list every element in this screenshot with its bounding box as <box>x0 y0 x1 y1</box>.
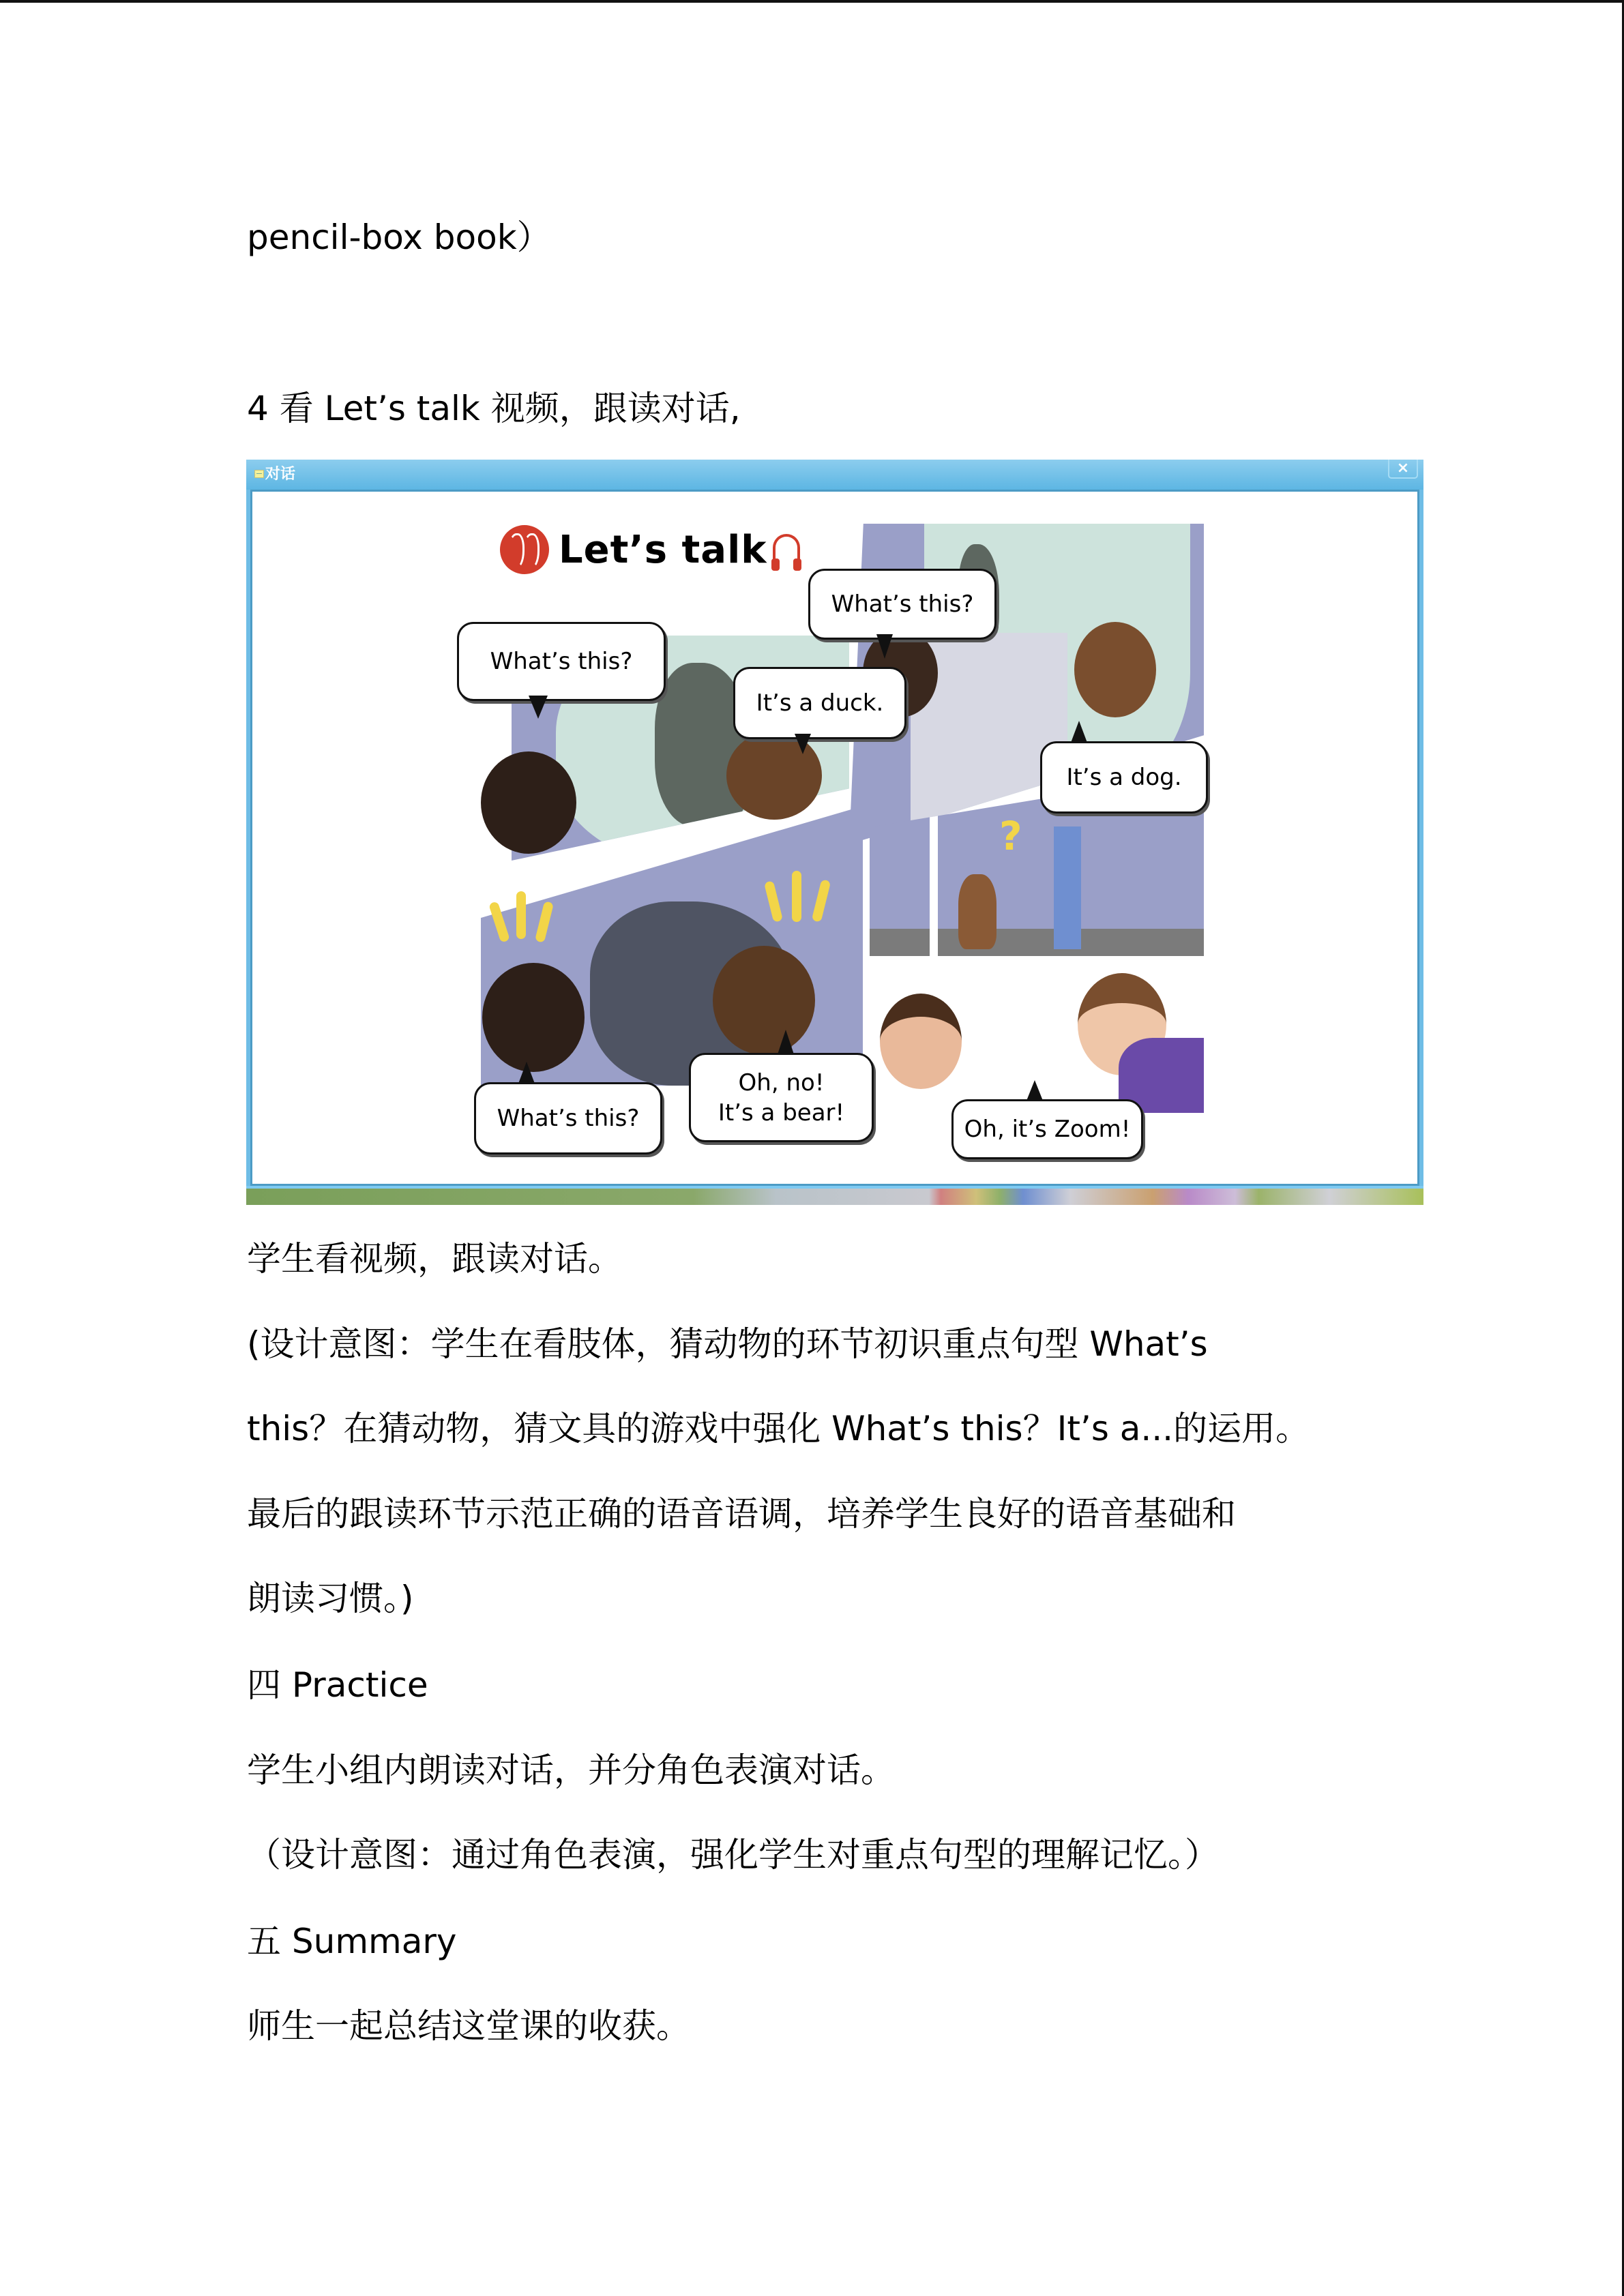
speech-bubble <box>1040 741 1208 814</box>
section-heading-practice: 四 Practice <box>247 1665 428 1705</box>
page-top-border <box>0 0 1624 3</box>
exclaim-icon <box>792 871 801 922</box>
bubble-text: It’s a dog. <box>1066 764 1182 791</box>
paragraph: 最后的跟读环节示范正确的语音语调，培养学生良好的语音基础和 <box>247 1494 1236 1534</box>
bubble-tail <box>1027 1080 1043 1101</box>
bear-figure <box>958 874 996 949</box>
text-line-continuation: pencil-box book） <box>247 218 551 257</box>
boy-head-glasses <box>880 994 962 1089</box>
close-icon: × <box>1396 460 1410 477</box>
boy-head-5 <box>482 963 585 1072</box>
exclaim-icon <box>516 891 526 939</box>
lets-talk-header <box>500 522 800 577</box>
bubble-tail <box>795 734 811 754</box>
headphones-icon <box>773 534 800 565</box>
bubble-text: What’s this? <box>831 591 974 618</box>
bubble-text: What’s this? <box>490 648 633 675</box>
speech-bubble <box>733 667 906 739</box>
window-title-bar[interactable] <box>246 460 1423 490</box>
lets-talk-comic <box>454 520 1204 1164</box>
door <box>1054 826 1081 949</box>
paragraph: 朗读习惯。) <box>247 1579 414 1618</box>
speech-bubble <box>689 1053 874 1142</box>
boy-head-4 <box>1074 622 1156 717</box>
bubble-tail <box>1071 721 1087 743</box>
window-app-icon <box>254 470 264 478</box>
speech-bubble <box>474 1082 662 1154</box>
bubble-tail <box>529 696 548 719</box>
speech-bubble <box>457 622 666 701</box>
lets-talk-title: Let’s talk <box>559 527 767 572</box>
paragraph: 学生小组内朗读对话，并分角色表演对话。 <box>247 1750 895 1790</box>
bubble-text: Oh, no! <box>738 1069 825 1097</box>
bubble-tail <box>778 1030 794 1054</box>
close-button[interactable] <box>1388 460 1418 479</box>
paragraph: （设计意图：通过角色表演，强化学生对重点句型的理解记忆。） <box>247 1835 1219 1875</box>
paragraph: (设计意图：学生在看肢体，猜动物的环节初识重点句型 What’s <box>247 1324 1208 1364</box>
question-mark-icon: ? <box>999 813 1022 859</box>
paragraph: 师生一起总结这堂课的收获。 <box>247 2006 690 2046</box>
speech-bubble <box>808 569 996 640</box>
step-heading: 4 看 Let’s talk 视频，跟读对话, <box>247 389 741 428</box>
speech-bubble <box>951 1099 1143 1159</box>
window-title: 对话 <box>265 466 296 483</box>
bubble-tail <box>518 1062 535 1084</box>
window-footer-strip <box>246 1186 1423 1205</box>
bubble-text: It’s a duck. <box>756 689 884 717</box>
floor <box>870 929 1204 956</box>
bubble-text: It’s a bear! <box>718 1099 845 1127</box>
bubble-tail <box>876 634 893 659</box>
paragraph: 学生看视频，跟读对话。 <box>247 1239 622 1279</box>
paragraph: this？在猜动物，猜文具的游戏中强化 What’s this？It’s a...的运用。 <box>247 1409 1310 1448</box>
talking-faces-icon <box>500 525 549 574</box>
section-heading-summary: 五 Summary <box>247 1922 457 1961</box>
bubble-text: What’s this? <box>497 1105 640 1132</box>
bubble-text: Oh, it’s Zoom! <box>964 1116 1131 1143</box>
boy-head-1 <box>481 751 576 854</box>
boy-head-6 <box>713 946 815 1055</box>
